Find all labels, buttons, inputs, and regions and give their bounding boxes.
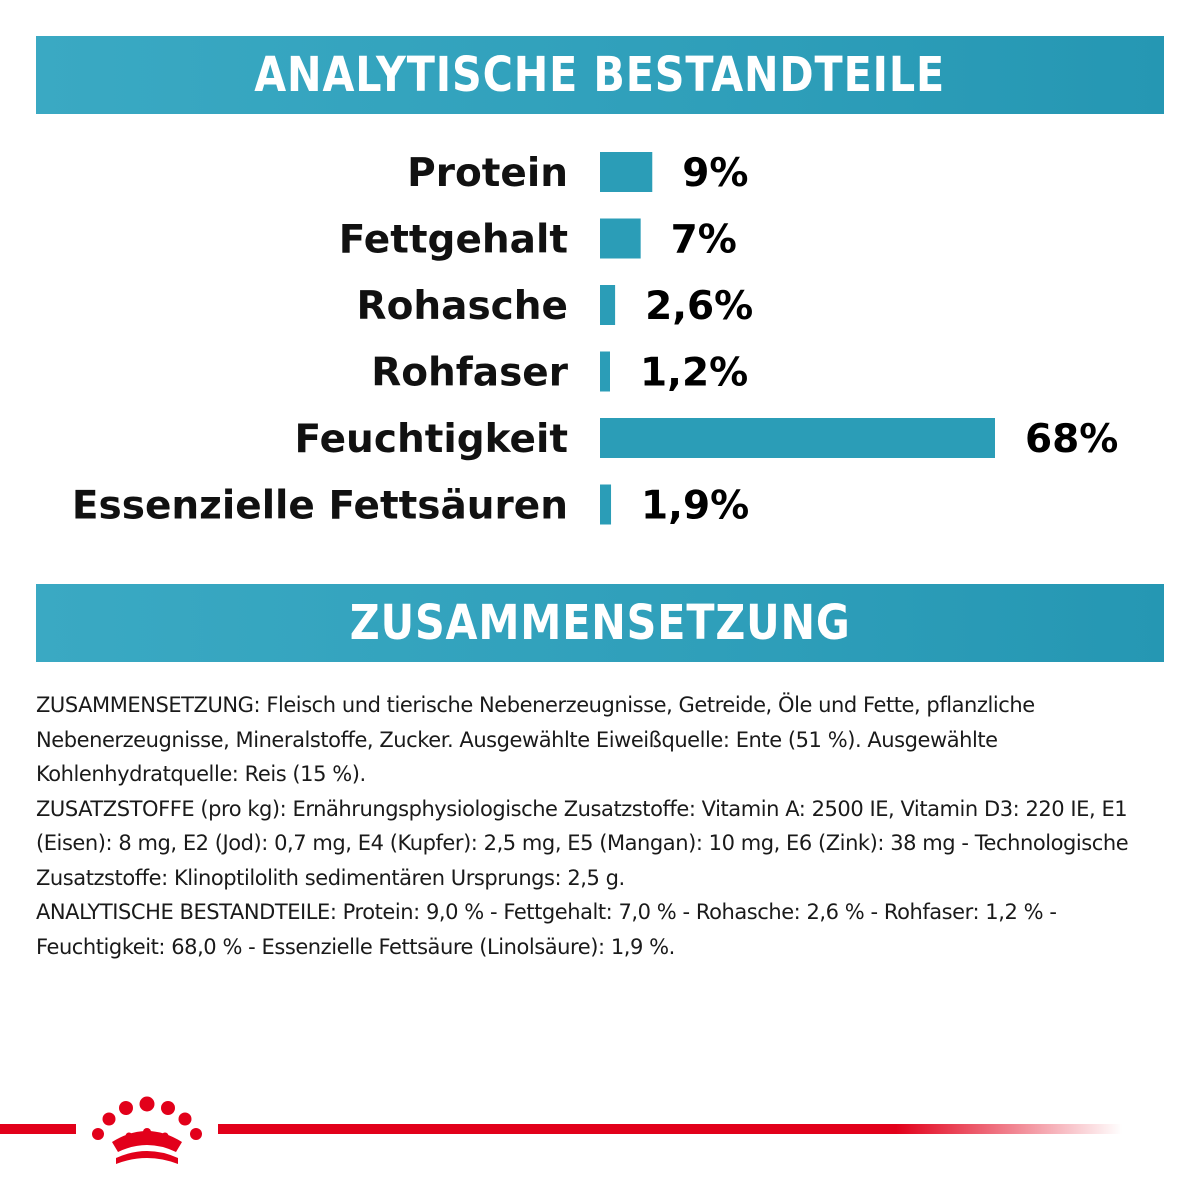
composition-text-block [36,688,1176,964]
value-label-feuchtigkeit: 68% [1025,417,1119,462]
value-label-rohfaser: 1,2% [640,350,749,396]
footer-line-left [0,1124,76,1134]
bar-fettgehalt [600,219,641,259]
bar-essenzielle-fettsaeuren [600,485,611,525]
analytics-header-title: ANALYTISCHE BESTANDTEILE [254,47,946,103]
bar-rohfaser [600,352,610,392]
footer-line-right [218,1124,1122,1134]
bar-rohasche [600,285,615,325]
additives-paragraph: ZUSATZSTOFFE (pro kg): Ernährungsphysiologische Zusatzstoffe: Vitamin A: 2500 IE, Vitamin D3: 220 IE, E1 (Eisen): 8 mg, E2 (Jod): 0,7 mg, E4 (Kupfer): 2,5 mg, E5 (Mangan): 10 mg, E6 (Zink): 38 mg - Technologische Zusatzstoffe: Klinoptilolith sedimentären Ursprungs: 2,5 g. [36,796,1129,890]
value-label-rohasche: 2,6% [645,284,754,329]
nutrient-bar-chart [0,140,1200,540]
composition-header-title: ZUSAMMENSETZUNG [349,595,851,651]
bar-label-rohfaser: Rohfaser [371,350,568,396]
bar-label-rohasche: Rohasche [356,284,568,329]
analytics-header-band [36,36,1164,114]
bar-label-feuchtigkeit: Feuchtigkeit [294,417,568,462]
value-label-essenzielle-fettsaeuren: 1,9% [641,483,750,529]
composition-header-band [36,584,1164,662]
bar-feuchtigkeit [600,418,995,458]
footer-brand-strip [0,1088,1200,1168]
bar-label-protein: Protein [407,151,568,196]
analytics-paragraph: ANALYTISCHE BESTANDTEILE: Protein: 9,0 % - Fettgehalt: 7,0 % - Rohasche: 2,6 % - Rohfaser: 1,2 % - Feuchtigkeit: 68,0 % - Essenzielle Fettsäure (Linolsäure): 1,9 %. [36,900,1057,959]
composition-paragraph: ZUSAMMENSETZUNG: Fleisch und tierische Nebenerzeugnisse, Getreide, Öle und Fette, pflanzliche Nebenerzeugnisse, Mineralstoffe, Zucker. Ausgewählte Eiweißquelle: Ente (51 %). Ausgewählte Kohlenhydratquelle: Reis (15 %). [36,693,1035,786]
value-label-protein: 9% [682,151,749,196]
bar-label-essenzielle-fettsaeuren: Essenzielle Fettsäuren [71,483,568,529]
bar-protein [600,152,652,192]
royal-crown-logo [92,1097,202,1165]
bar-label-fettgehalt: Fettgehalt [338,217,568,263]
value-label-fettgehalt: 7% [670,217,737,263]
